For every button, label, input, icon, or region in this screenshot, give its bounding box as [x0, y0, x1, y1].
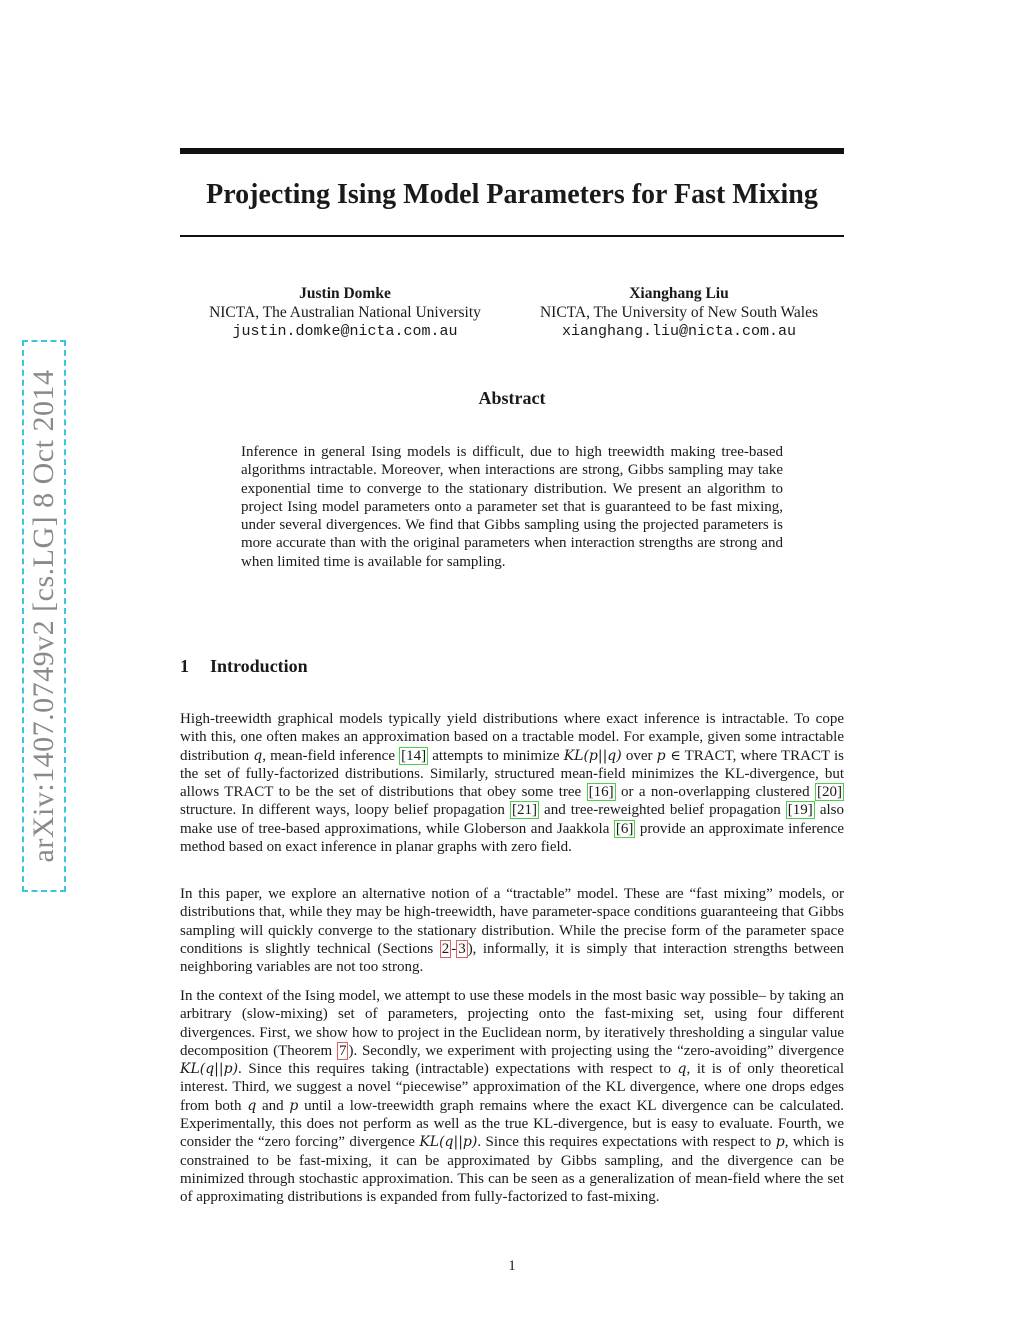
section-title: Introduction: [210, 656, 308, 676]
text-run: . Since this requires taking (intractable) expectations with respect to: [238, 1061, 678, 1078]
author-affiliation: NICTA, The Australian National University: [209, 304, 481, 321]
text-run: . Since this requires expectations with respect to: [477, 1134, 776, 1151]
text-run: provide an approximate inference method based on exact inference in planar graphs with zero field.: [180, 820, 844, 856]
intro-paragraph-2: [180, 885, 844, 976]
page-number: 1: [508, 1258, 516, 1274]
math-symbol: q: [677, 1061, 687, 1078]
author-block: [514, 284, 844, 341]
citation-link[interactable]: [21]: [511, 802, 537, 819]
intro-paragraph-1: [180, 710, 844, 856]
text-run: , mean-field inference: [262, 747, 400, 764]
author-name: Justin Domke: [299, 285, 391, 302]
math-symbol: q: [253, 747, 263, 764]
math-expression: KL(q||p): [180, 1061, 239, 1078]
text-run: , which is constrained to be fast-mixing, it can be approximated by Gibbs sampling, and the divergence can be minimized through stochastic approximation. This can be seen as a generalization of mean-field where the set of approximating distributions is expanded from fully-factorized to fast-mixing.: [180, 1134, 844, 1206]
author-name: Xianghang Liu: [629, 285, 729, 302]
author-affiliation: NICTA, The University of New South Wales: [539, 304, 819, 321]
abstract-text: Inference in general Ising models is difficult, due to high treewidth making tree-based algorithms intractable. Moreover, when interactions are strong, Gibbs sampling may take exponential time to converge to the stationary distribution. We present an algorithm to project Ising model parameters onto a parameter set that is guaranteed to be fast mixing, under several divergences. We find that Gibbs sampling using the projected parameters is more accurate than with the original parameters when interaction strengths are strong and when limited time is available for sampling.: [241, 444, 783, 570]
title-bottom-rule: [180, 235, 844, 237]
text-run: structure. In different ways, loopy belief propagation: [180, 802, 510, 819]
citation-link[interactable]: [20]: [817, 784, 842, 801]
text-run: High-treewidth graphical models typically yield distributions where exact inference is intractable. To cope with this, one often makes an approximation based on a tractable model. For example, given some intractable distribution: [180, 711, 844, 764]
author-email[interactable]: xianghang.liu@nicta.com.au: [561, 323, 797, 340]
math-symbol: p: [289, 1097, 299, 1114]
text-run: until a low-treewidth graph remains where the exact KL divergence can be calculated. Experimentally, this does not perform as well as the true KL-divergence, but is easy to evaluate. Fourth, we consider the “zero forcing” divergence: [180, 1097, 844, 1151]
text-run: ). Secondly, we experiment with projecting using the “zero-avoiding” divergence: [348, 1042, 844, 1059]
text-run: , it is of only theoretical interest. Third, we suggest a novel “piecewise” approximation of the KL divergence, where one drops edges from both: [180, 1061, 844, 1114]
text-run: TRACT, where TRACT is the set of fully-factorized distributions. Similarly, structured mean-field minimizes the KL-divergence, but allows TRACT to be the set of distributions that obey some tree: [180, 747, 844, 801]
section-ref-link[interactable]: 2: [441, 940, 450, 957]
section-number: 1: [180, 656, 189, 676]
text-run: -: [451, 940, 457, 957]
intro-paragraph-3: [180, 987, 844, 1207]
math-symbol: p: [775, 1134, 785, 1151]
author-block: [180, 284, 510, 341]
citation-link[interactable]: [14]: [401, 747, 427, 764]
text-run: or a non-overlapping clustered: [615, 784, 815, 801]
math-expression: KL(p||q): [563, 747, 622, 764]
text-run: and: [256, 1097, 290, 1114]
paper-title: Projecting Ising Model Parameters for Fast Mixing: [206, 179, 818, 210]
text-run: also make use of tree-based approximations, while Globerson and Jaakkola: [180, 802, 845, 837]
text-run: attempts to minimize: [428, 747, 564, 764]
text-run: ), informally, it is simply that interaction strengths between neighboring variables are not too strong.: [180, 940, 845, 976]
section-heading-introduction: [180, 656, 844, 677]
citation-link[interactable]: [19]: [787, 802, 813, 819]
arxiv-identifier-stamp[interactable]: [22, 340, 66, 892]
math-expression: p ∈: [656, 747, 681, 764]
title-top-rule: [180, 148, 844, 154]
math-symbol: q: [247, 1097, 257, 1114]
math-expression: KL(q||p): [419, 1134, 478, 1151]
citation-link[interactable]: [6]: [615, 820, 634, 837]
text-run: and tree-reweighted belief propagation: [538, 802, 786, 819]
text-run: In the context of the Ising model, we attempt to use these models in the most basic way possible– by taking an arbitrary (slow-mixing) set of parameters, projecting onto the fast-mixing set, using four different divergences. First, we show how to project in the Euclidean norm, by iteratively thresholding a singular value decomposition (Theorem: [180, 988, 844, 1059]
author-email[interactable]: justin.domke@nicta.com.au: [232, 323, 458, 340]
section-ref-link[interactable]: 3: [458, 940, 466, 957]
text-run: In this paper, we explore an alternative notion of a “tractable” model. These are “fast mixing” models, or distributions that, while they may be high-treewidth, have parameter-space conditions guaranteeing that Gibbs sampling will quickly converge to the stationary distribution. While the precise form of the parameter space conditions is slightly technical (Sections: [180, 886, 844, 957]
text-run: over: [621, 747, 657, 764]
theorem-ref-link[interactable]: 7: [338, 1042, 347, 1059]
citation-link[interactable]: [16]: [588, 784, 614, 801]
abstract-heading: Abstract: [478, 388, 546, 408]
arxiv-identifier-text: arXiv:1407.0749v2 [cs.LG] 8 Oct 2014: [27, 369, 60, 863]
